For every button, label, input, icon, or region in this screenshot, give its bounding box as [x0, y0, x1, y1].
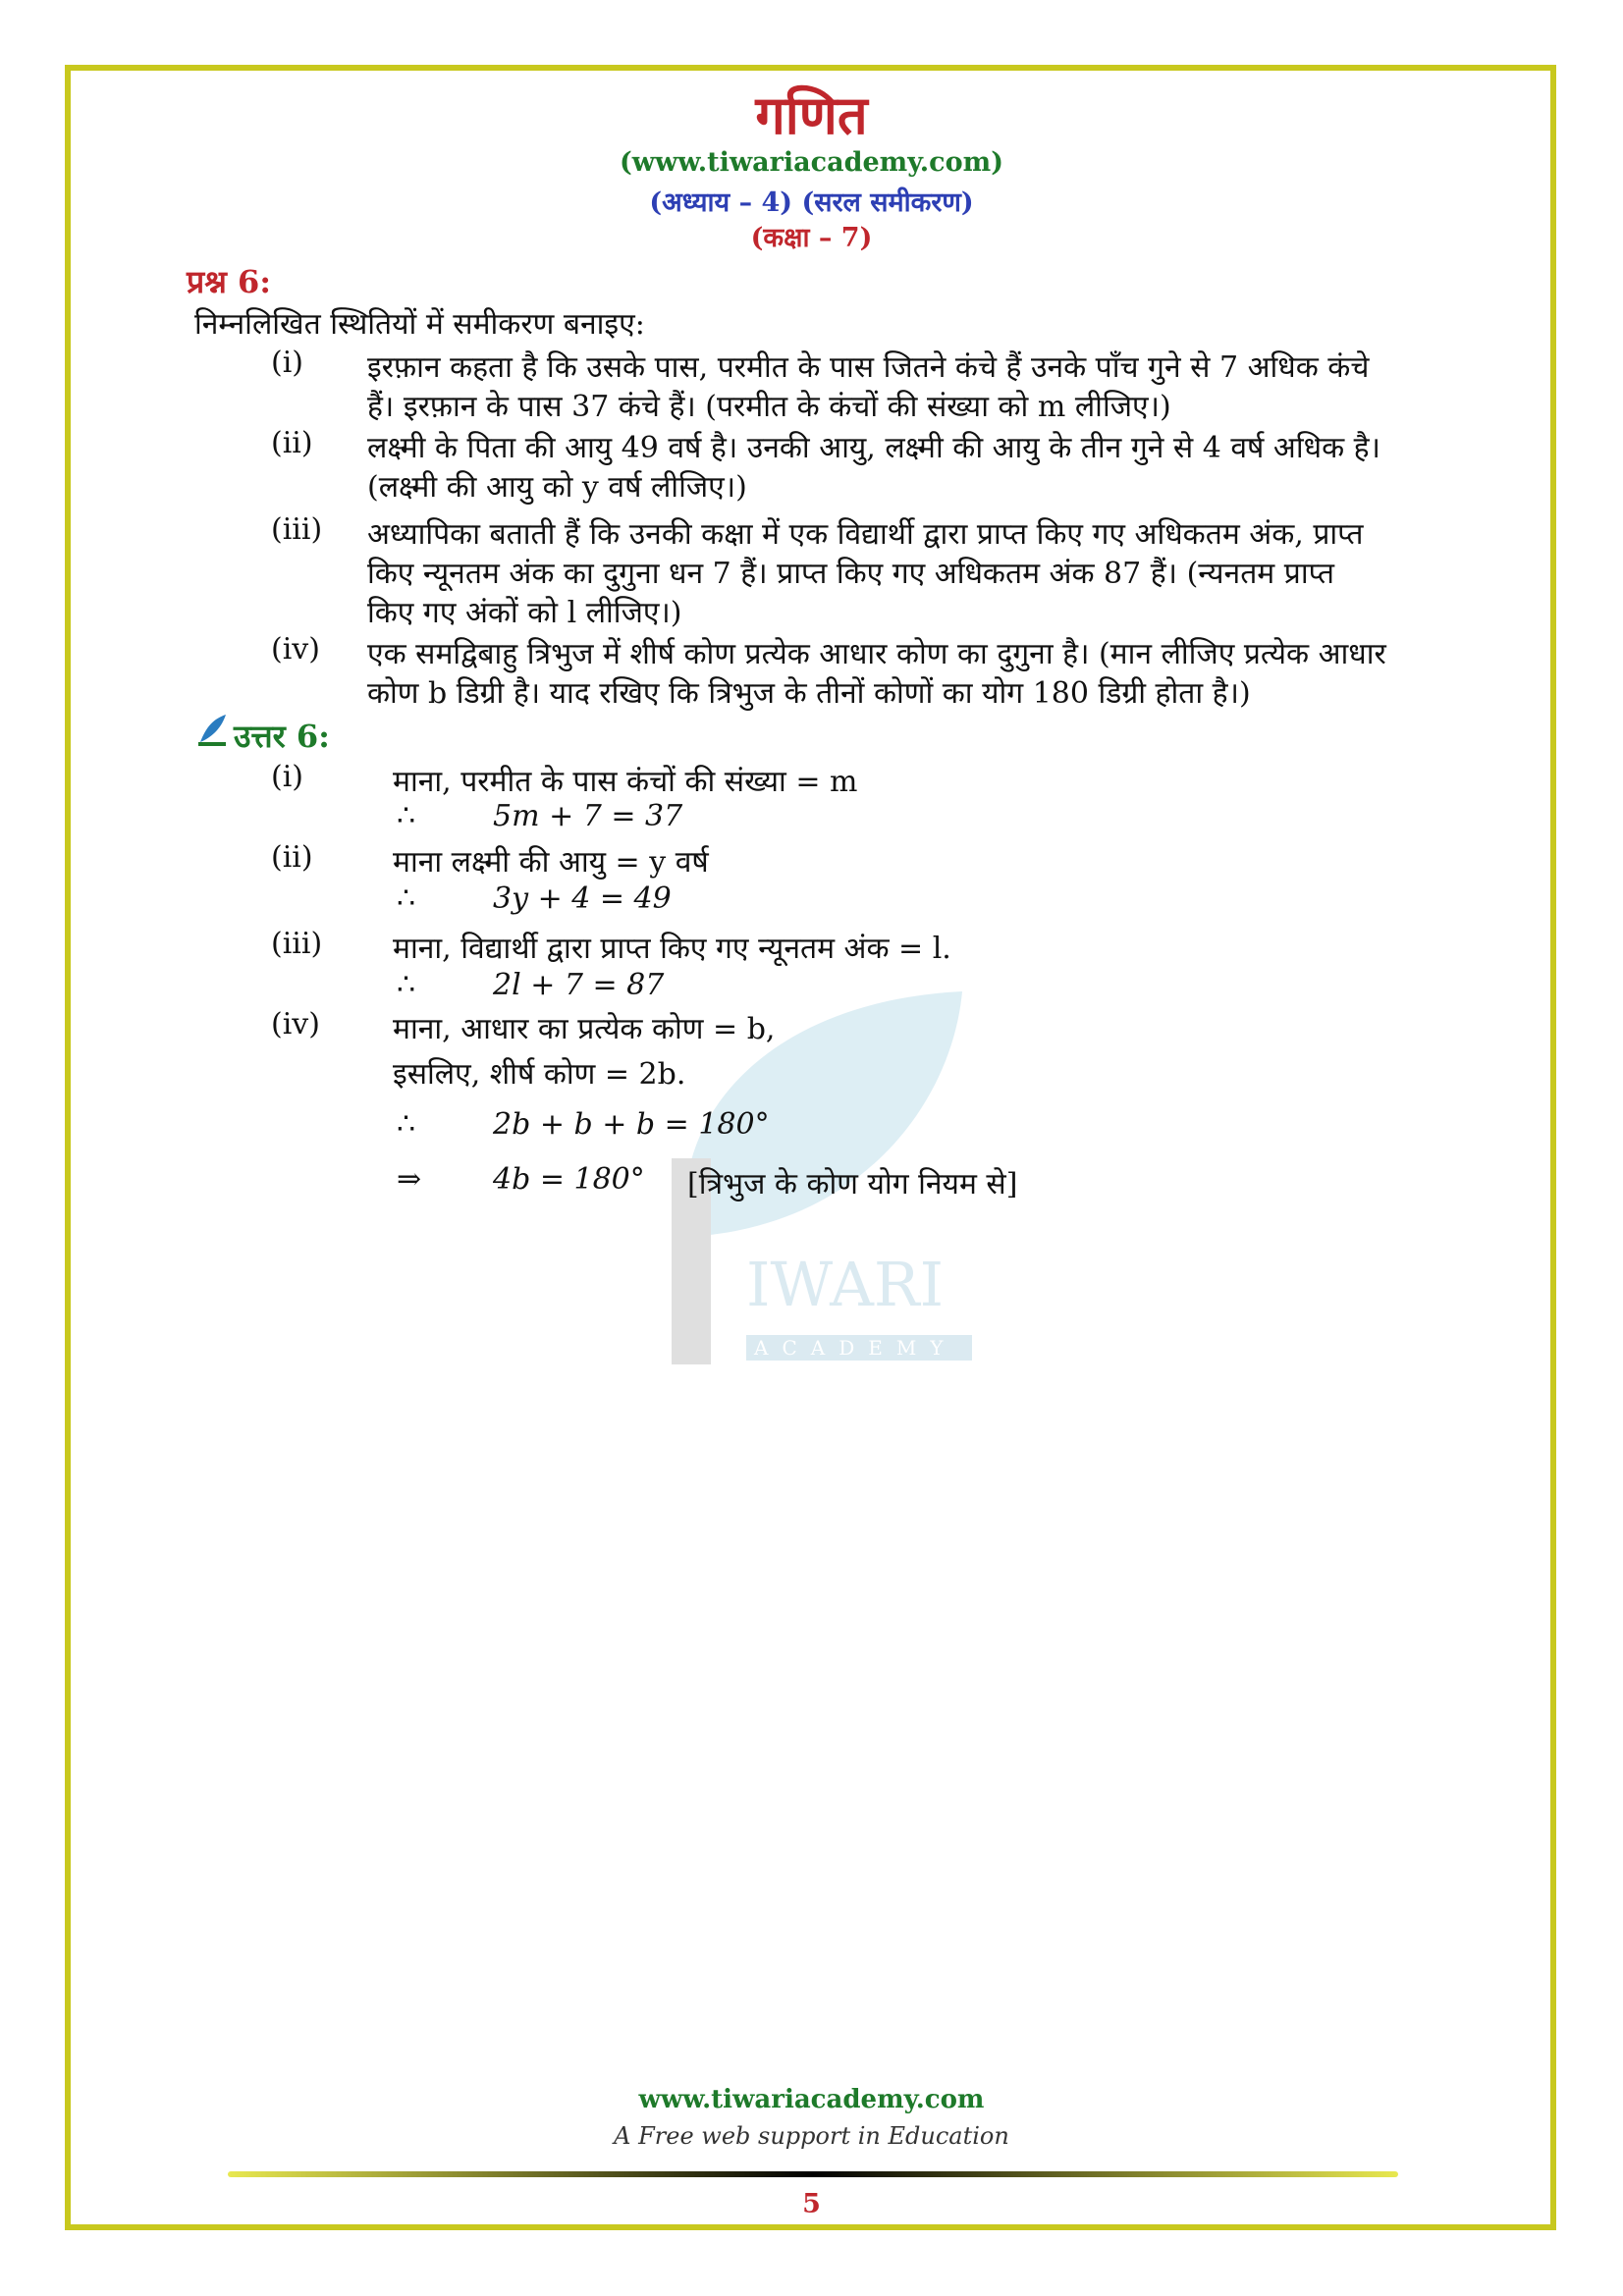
page-number: 5: [802, 2189, 821, 2219]
question-item-line: हैं। इरफ़ान के पास 37 कंचे हैं। (परमीत के कंचों की संख्या को m लीजिए।): [367, 390, 1171, 424]
page-title: गणित: [755, 83, 868, 146]
watermark-brand: IWARI: [746, 1249, 945, 1320]
question-item-line: किए गए अंकों को l लीजिए।): [367, 596, 682, 630]
question-item-line: एक समद्विबाहु त्रिभुज में शीर्ष कोण प्रत्येक आधार कोण का दुगुना है। (मान लीजिए प्रत्येक आधार: [367, 637, 1386, 671]
header-website[interactable]: (www.tiwariacademy.com): [620, 147, 1003, 178]
question-item-line: किए न्यूनतम अंक का दुगुना धन 7 हैं। प्राप्त किए गए अधिकतम अंक 87 हैं। (न्यनतम प्राप्त: [367, 557, 1334, 591]
footer-divider: [228, 2171, 1398, 2177]
footer-tagline: A Free web support in Education: [614, 2122, 1009, 2150]
answer-pen-icon: [196, 713, 228, 748]
therefore-symbol: ∴: [397, 1107, 416, 1142]
answer-equation: 2b + b + b = 180°: [493, 1107, 770, 1142]
answer-part-number: (ii): [271, 840, 313, 875]
answer-part-text-2: इसलिए, शीर्ष कोण = 2b.: [393, 1057, 686, 1092]
question-item-line: इरफ़ान कहता है कि उसके पास, परमीत के पास जितने कंचे हैं उनके पाँच गुने से 7 अधिक कंचे: [367, 350, 1370, 385]
therefore-symbol: ∴: [397, 799, 416, 833]
implies-symbol: ⇒: [397, 1162, 422, 1197]
answer-part-text: माना लक्ष्मी की आयु = y वर्ष: [393, 845, 709, 880]
header-class: (कक्षा – 7): [750, 223, 873, 253]
answer-part-text: माना, विद्यार्थी द्वारा प्राप्त किए गए न्यूनतम अंक = l.: [393, 932, 951, 966]
header-chapter: (अध्याय – 4) (सरल समीकरण): [649, 187, 974, 218]
question-item-number: (iv): [271, 632, 320, 667]
answer-heading: उत्तर 6:: [234, 718, 330, 755]
question-item-line: (लक्ष्मी की आयु को y वर्ष लीजिए।): [367, 470, 747, 505]
question-item-number: (iii): [271, 512, 323, 547]
question-item-line: अध्यापिका बताती हैं कि उनकी कक्षा में एक विद्यार्थी द्वारा प्राप्त किए गए अधिकतम अंक, प्राप्त: [367, 517, 1364, 552]
therefore-symbol: ∴: [397, 881, 416, 916]
answer-part-number: (iv): [271, 1007, 320, 1041]
answer-part-text: माना, आधार का प्रत्येक कोण = b,: [393, 1012, 776, 1046]
question-item-line: कोण b डिग्री है। याद रखिए कि त्रिभुज के तीनों कोणों का योग 180 डिग्री होता है।): [367, 676, 1251, 711]
question-intro: निम्नलिखित स्थितियों में समीकरण बनाइए:: [194, 307, 645, 342]
answer-part-number: (iii): [271, 927, 323, 961]
question-heading: प्रश्न 6:: [187, 263, 272, 300]
answer-part-number: (i): [271, 760, 304, 794]
answer-part-text: माना, परमीत के पास कंचों की संख्या = m: [393, 765, 858, 799]
therefore-symbol: ∴: [397, 968, 416, 1002]
answer-note: [त्रिभुज के कोण योग नियम से]: [687, 1167, 1018, 1201]
question-item-number: (i): [271, 346, 304, 380]
answer-equation: 5m + 7 = 37: [493, 799, 683, 833]
question-item-number: (ii): [271, 426, 313, 460]
answer-equation: 3y + 4 = 49: [493, 881, 672, 916]
answer-equation: 2l + 7 = 87: [493, 968, 665, 1002]
question-item-line: लक्ष्मी के पिता की आयु 49 वर्ष है। उनकी आयु, लक्ष्मी की आयु के तीन गुने से 4 वर्ष अधिक है।: [367, 431, 1380, 465]
answer-equation-2: 4b = 180°: [493, 1162, 645, 1197]
footer-website[interactable]: www.tiwariacademy.com: [638, 2085, 985, 2114]
watermark-sub: ACADEMY: [754, 1336, 957, 1360]
